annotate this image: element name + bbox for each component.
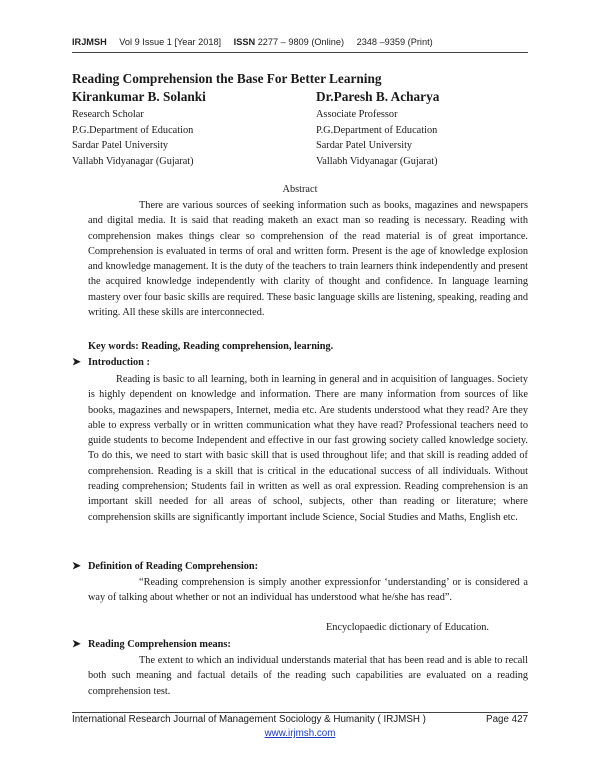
abstract-heading: Abstract bbox=[282, 184, 318, 195]
arrow-bullet-icon: ➤ bbox=[72, 639, 81, 650]
issn-print: 2348 –9359 (Print) bbox=[356, 37, 433, 47]
keywords: Key words: Reading, Reading comprehension, learning. bbox=[88, 341, 334, 352]
page-number: Page 427 bbox=[486, 714, 528, 725]
footer-rule bbox=[72, 712, 528, 713]
footer-journal: International Research Journal of Management Sociology & Humanity ( IRJMSH ) bbox=[72, 714, 426, 725]
running-footer bbox=[72, 714, 528, 725]
arrow-bullet-icon: ➤ bbox=[72, 561, 81, 572]
definition-quote: “Reading comprehension is simply another expressionfor ‘understanding’ or is considered a way of talking about whether or not an individual has understood what he/she has read”. bbox=[88, 577, 528, 604]
abstract-body: There are various sources of seeking information such as books, magazines and newspapers and digital media. It is said that reading maketh an exact man so reading is necessary. Reading with comprehension makes things clear so comprehension of the read material is of great importance. Comprehension is evaluated in terms of oral and written form. Present is the age of knowledge explosion and knowledge management. It is the duty of the teachers to train learners think independently and present the acquired knowledge independently with clarity of thought and confidence. In language learning mastery over four basic skills are required. These basic language skills are listening, speaking, reading and writing. All these skills are interconnected. bbox=[88, 200, 528, 319]
section-means-heading: ➤ Reading Comprehension means: bbox=[72, 639, 231, 650]
definition-citation: Encyclopaedic dictionary of Education. bbox=[326, 622, 489, 633]
arrow-bullet-icon: ➤ bbox=[72, 357, 81, 368]
journal-abbrev: IRJMSH bbox=[72, 37, 107, 47]
author-name-1: Kirankumar B. Solanki bbox=[72, 89, 206, 104]
header-rule bbox=[72, 52, 528, 53]
introduction-body: Reading is basic to all learning, both in learning in general and in acquisition of languages. Society is highly dependent on knowledge and information. There are many information from sources of like books, magazines and newspapers, Internet, media etc. Are students understood what they read? Are they able to express verbally or in written communication what they have read? Professional teachers need to guide students to become Independent and effective in our fast growing society called knowledge society. To do this, we need to start with basic skill that is used throughout life; and that skill is reading added of comprehension. Reading is a skill that is critical in the educational success of all individuals. Without reading comprehension; Students fail in written as well as oral expression. Reading comprehension is an important skill needed for all areas of school, subjects, other than reading or literature; where comprehension skills are significantly important include Science, Social Studies and Maths, English etc. bbox=[88, 374, 528, 523]
running-header bbox=[72, 37, 528, 47]
section-introduction-heading: ➤ Introduction : bbox=[72, 357, 150, 368]
issn-info: ISSN 2277 – 9809 (Online) bbox=[233, 37, 345, 47]
author-affiliation-1: Research Scholar P.G.Department of Education Sardar Patel University Vallabh Vidyanagar (Gujarat) bbox=[72, 109, 194, 167]
means-body: The extent to which an individual understands material that has been read and is able to recall both such meaning and factual details of the reading such capabilities are evaluated on a reading comprehension test. bbox=[88, 655, 528, 697]
paper-title: Reading Comprehension the Base For Better Learning bbox=[72, 71, 382, 86]
section-definition-heading: ➤ Definition of Reading Comprehension: bbox=[72, 561, 259, 572]
author-affiliation-2: Associate Professor P.G.Department of Education Sardar Patel University Vallabh Vidyanagar (Gujarat) bbox=[316, 109, 438, 167]
volume-info: Vol 9 Issue 1 [Year 2018] bbox=[119, 37, 222, 47]
author-name-2: Dr.Paresh B. Acharya bbox=[316, 89, 440, 104]
journal-url-link[interactable]: www.irjmsh.com bbox=[264, 728, 336, 739]
